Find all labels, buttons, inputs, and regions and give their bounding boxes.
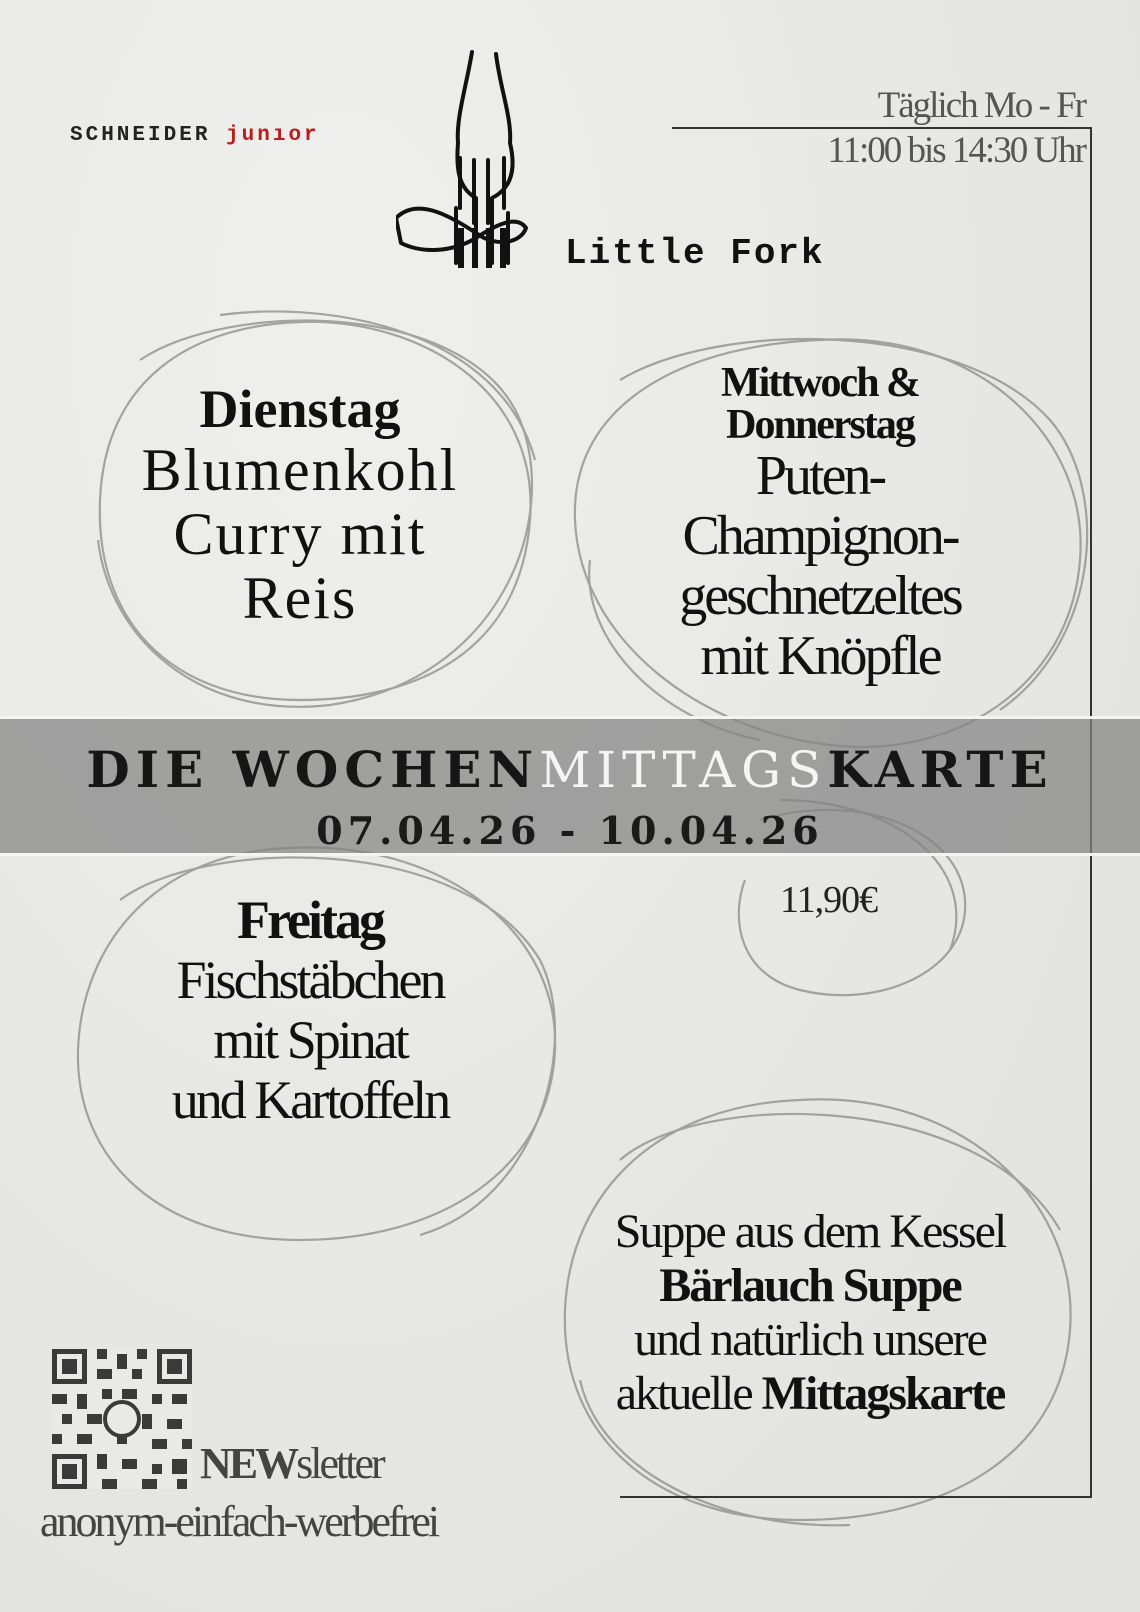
menu-friday <box>70 890 550 1130</box>
day-title-thursday: Donnerstag <box>726 402 914 448</box>
day-title-tuesday: Dienstag <box>199 379 401 439</box>
newsletter-tagline: anonym-einfach-werbefrei <box>40 1497 438 1546</box>
day-title-wednesday: Mittwoch & <box>720 360 920 406</box>
dish-line: geschnetzeltes <box>679 565 961 627</box>
dish-line: mit Spinat <box>213 1010 407 1070</box>
qr-code-icon[interactable] <box>52 1349 192 1489</box>
newsletter-label <box>200 1438 383 1489</box>
soup-menu-link-text: Mittagskarte <box>761 1367 1005 1420</box>
frame-bottom-line <box>620 1496 1092 1498</box>
title-part-a: DIE WOCHEN <box>86 740 540 799</box>
soup-line: und natürlich unsere <box>634 1313 986 1366</box>
dish-line: Reis <box>242 565 358 631</box>
brand-schneider-junior <box>70 124 320 147</box>
menu-dates: 07.04.26 - 10.04.26 <box>316 808 824 853</box>
newsletter-rest: sletter <box>296 1439 383 1488</box>
title-accent: MITTAGS <box>539 741 828 799</box>
dish-line: und Kartoffeln <box>171 1070 449 1130</box>
soup-line: Suppe aus dem Kessel <box>614 1205 1006 1258</box>
opening-time: 11:00 bis 14:30 Uhr <box>827 130 1085 171</box>
brand-junior-text: junıor <box>226 124 320 147</box>
brand-schneider-text: SCHNEIDER <box>70 124 227 147</box>
soup-section <box>540 1205 1080 1421</box>
soup-name: Bärlauch Suppe <box>659 1259 961 1312</box>
opening-days: Täglich Mo - Fr <box>877 85 1085 126</box>
menu-wednesday-thursday <box>590 362 1050 686</box>
fork-logo-icon <box>396 48 536 278</box>
dish-line: mit Knöpfle <box>700 625 940 687</box>
menu-tuesday <box>80 380 520 630</box>
dish-line: Blumenkohl <box>141 437 459 503</box>
title-part-b: KARTE <box>827 740 1054 799</box>
soup-line-menu <box>540 1367 1080 1421</box>
brand-little-fork: Little Fork <box>565 233 825 274</box>
soup-line-text: aktuelle <box>615 1367 762 1420</box>
dish-line: Puten- <box>755 445 885 507</box>
dish-line: Curry mit <box>173 501 427 567</box>
opening-hours <box>785 83 1085 173</box>
day-title-friday: Freitag <box>237 890 383 950</box>
menu-title <box>0 740 1140 799</box>
dish-line: Fischstäbchen <box>176 950 444 1010</box>
price: 11,90€ <box>780 879 878 921</box>
newsletter-new: NEW <box>200 1439 297 1488</box>
dish-line: Champignon- <box>682 505 958 567</box>
